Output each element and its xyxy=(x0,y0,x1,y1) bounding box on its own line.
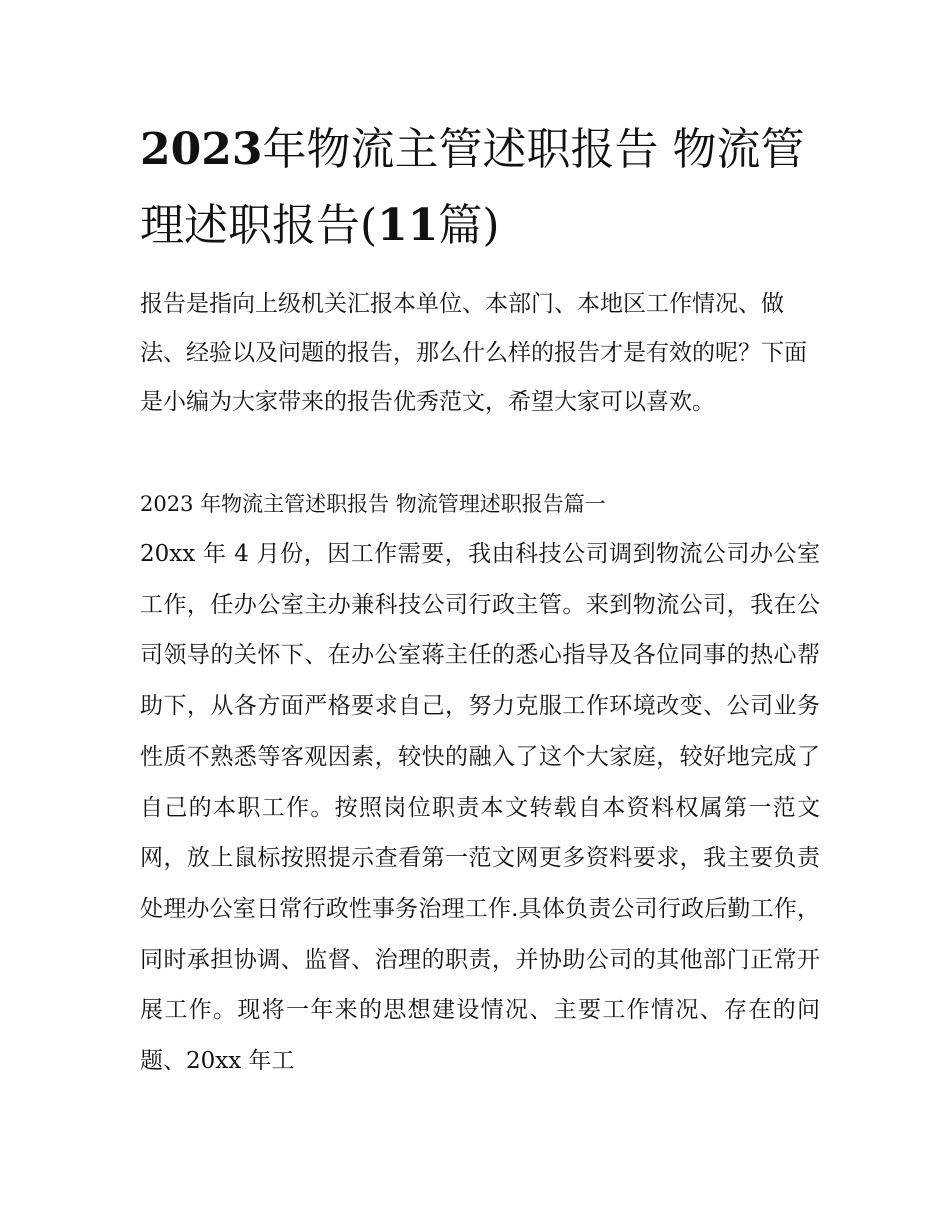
title-text-part-1: 年物流主管述职报告 物流管理述职报告( xyxy=(140,124,805,251)
title-year: 2023 xyxy=(140,124,263,175)
intro-paragraph: 报告是指向上级机关汇报本单位、本部门、本地区工作情况、做法、经验以及问题的报告，那么什么样的报告才是有效的呢？下面是小编为大家带来的报告优秀范文，希望大家可以喜欢。 xyxy=(140,291,807,415)
body-paragraph: 20xx 年 4 月份，因工作需要，我由科技公司调到物流公司办公室工作，任办公室主办兼科技公司行政主管。来到物流公司，我在公司领导的关怀下、在办公室蒋主任的悉心指导及各位同事的热心帮助下，从各方面严格要求自己，努力克服工作环境改变、公司业务性质不熟悉等客观因素，较快的融入了这个大家庭，较好地完成了自己的本职工作。按照岗位职责本文转载自本资料权属第一范文网，放上鼠标按照提示查看第一范文网更多资料要求，我主要负责处理办公室日常行政性事务治理工作.具体负责公司行政后勤工作，同时承担协调、监督、治理的职责，并协助公司的其他部门正常开展工作。现将一年来的思想建设情况、主要工作情况、存在的问题、20xx 年工 xyxy=(140,541,820,1075)
section-heading: 2023 年物流主管述职报告 物流管理述职报告篇一 xyxy=(140,492,606,516)
title-text-part-2: 篇) xyxy=(438,200,500,251)
document-title xyxy=(140,112,820,264)
title-count: 11 xyxy=(377,200,439,251)
